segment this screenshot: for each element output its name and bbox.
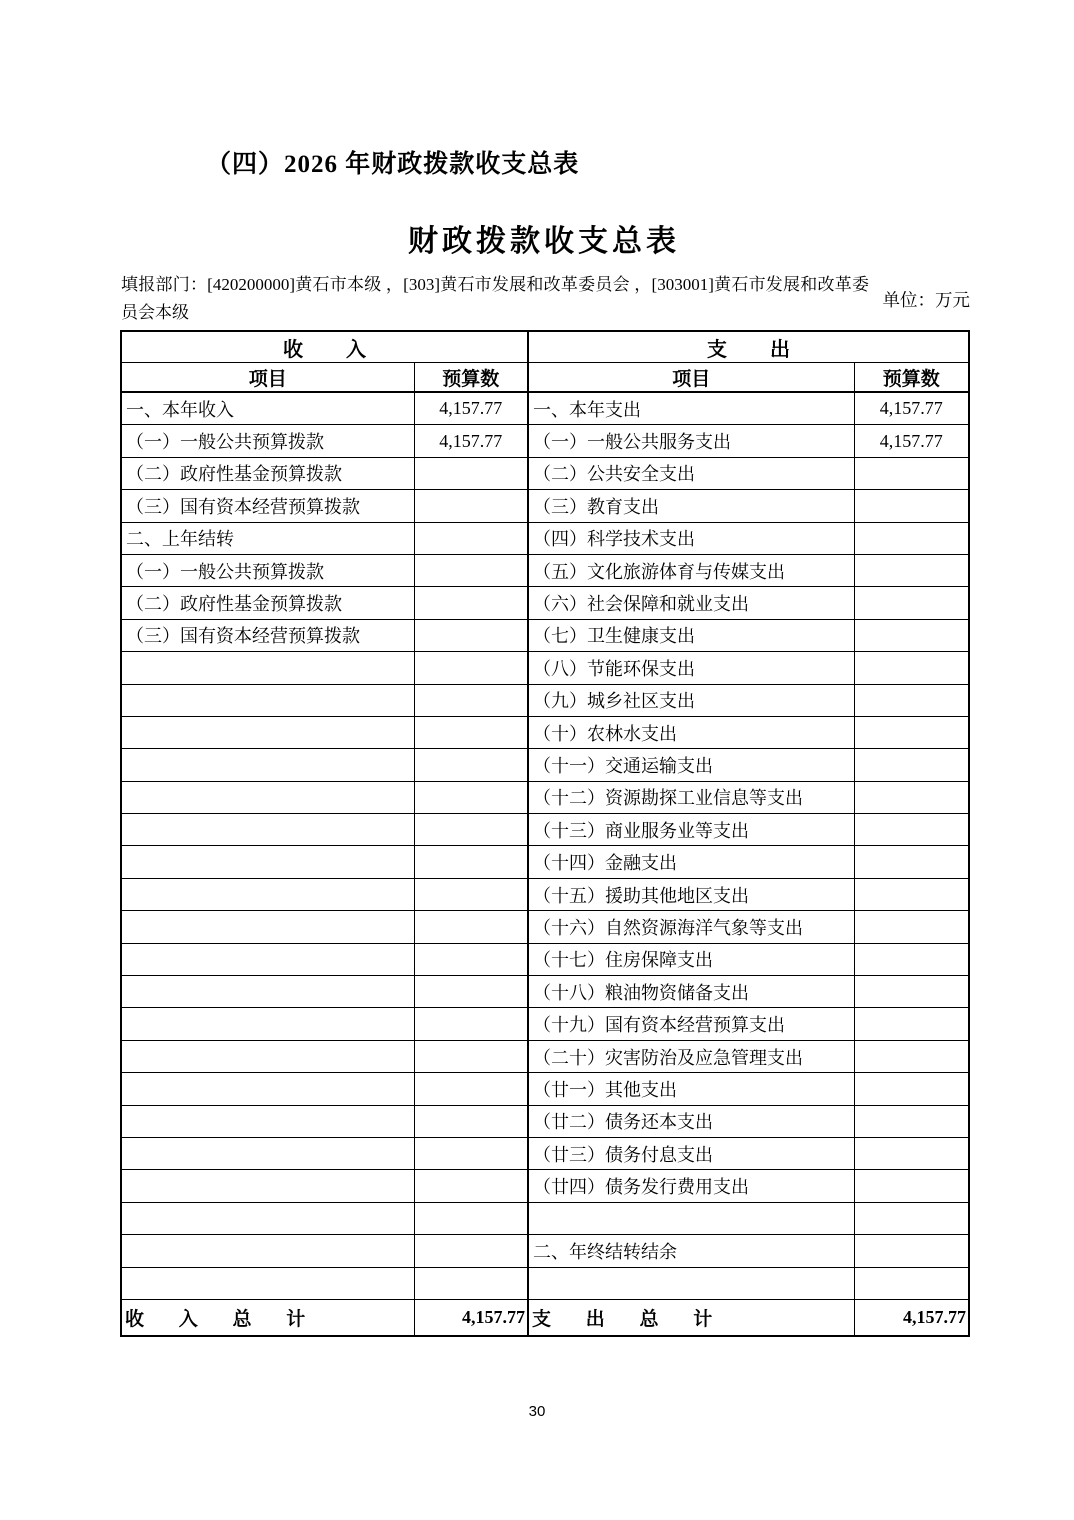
expense-item-cell: （十三）商业服务业等支出: [528, 814, 854, 846]
expense-total-label: 支 出 总 计: [528, 1299, 854, 1336]
income-item-cell: [121, 749, 414, 781]
page-number: 30: [528, 1403, 546, 1420]
expense-budget-cell: [854, 1137, 969, 1169]
budget-table: [120, 330, 970, 1337]
expense-item-cell: （四）科学技术支出: [528, 522, 854, 554]
income-budget-cell: [414, 911, 528, 943]
income-total-value: 4,157.77: [414, 1299, 528, 1336]
income-item-cell: （一）一般公共预算拨款: [121, 554, 414, 586]
unit-label: 单位：万元: [882, 289, 970, 310]
income-item-cell: [121, 1137, 414, 1169]
expense-budget-cell: [854, 1105, 969, 1137]
income-item-cell: [121, 976, 414, 1008]
income-budget-cell: [414, 781, 528, 813]
expense-budget-cell: 4,157.77: [854, 425, 969, 457]
income-item-cell: [121, 814, 414, 846]
table-row: [121, 1170, 969, 1202]
table-row: [121, 814, 969, 846]
table-row: [121, 587, 969, 619]
income-item-column-header: 项目: [121, 363, 414, 393]
income-budget-cell: [414, 1137, 528, 1169]
expense-budget-cell: [854, 716, 969, 748]
table-row: [121, 652, 969, 684]
expense-item-cell: （廿二）债务还本支出: [528, 1105, 854, 1137]
expense-item-cell: 二、年终结转结余: [528, 1235, 854, 1267]
table-row: [121, 490, 969, 522]
table-row: [121, 522, 969, 554]
income-item-cell: [121, 911, 414, 943]
expense-item-cell: （十二）资源勘探工业信息等支出: [528, 781, 854, 813]
income-item-cell: [121, 943, 414, 975]
income-item-cell: （三）国有资本经营预算拨款: [121, 490, 414, 522]
table-row: [121, 911, 969, 943]
income-budget-cell: [414, 1235, 528, 1267]
income-total-label: 收 入 总 计: [121, 1299, 414, 1336]
expense-budget-cell: [854, 781, 969, 813]
expense-item-cell: （十九）国有资本经营预算支出: [528, 1008, 854, 1040]
table-body: [121, 392, 969, 1299]
expense-item-cell: [528, 1267, 854, 1299]
expense-budget-cell: [854, 943, 969, 975]
table-row: [121, 1008, 969, 1040]
expense-item-column-header: 项目: [528, 363, 854, 393]
income-item-cell: [121, 684, 414, 716]
expense-item-cell: （十七）住房保障支出: [528, 943, 854, 975]
table-row: [121, 1137, 969, 1169]
section-heading: （四）2026 年财政拨款收支总表: [206, 151, 580, 178]
expense-item-cell: （十六）自然资源海洋气象等支出: [528, 911, 854, 943]
income-item-cell: [121, 716, 414, 748]
income-budget-cell: [414, 1170, 528, 1202]
income-budget-cell: [414, 1105, 528, 1137]
expense-item-cell: 一、本年支出: [528, 392, 854, 425]
income-budget-cell: [414, 619, 528, 651]
expense-item-cell: （廿三）债务付息支出: [528, 1137, 854, 1169]
income-item-cell: （三）国有资本经营预算拨款: [121, 619, 414, 651]
income-item-cell: [121, 846, 414, 878]
expense-item-cell: （廿四）债务发行费用支出: [528, 1170, 854, 1202]
expense-item-cell: （廿一）其他支出: [528, 1073, 854, 1105]
expense-budget-column-header: 预算数: [854, 363, 969, 393]
total-row: [121, 1299, 969, 1336]
expense-item-cell: （十）农林水支出: [528, 716, 854, 748]
income-budget-cell: [414, 976, 528, 1008]
table-title: 财政拨款收支总表: [408, 225, 680, 258]
income-budget-column-header: 预算数: [414, 363, 528, 393]
income-item-cell: 二、上年结转: [121, 522, 414, 554]
expense-budget-cell: [854, 457, 969, 489]
table-row: [121, 749, 969, 781]
table-row: [121, 392, 969, 425]
income-budget-cell: 4,157.77: [414, 392, 528, 425]
expense-item-cell: （十四）金融支出: [528, 846, 854, 878]
table-row: [121, 846, 969, 878]
table-row: [121, 716, 969, 748]
income-budget-cell: [414, 1202, 528, 1234]
income-budget-cell: [414, 1040, 528, 1072]
expense-budget-cell: [854, 684, 969, 716]
table-row: [121, 1202, 969, 1234]
income-item-cell: [121, 1267, 414, 1299]
table-row: [121, 457, 969, 489]
expense-budget-cell: [854, 1040, 969, 1072]
table-row: [121, 1073, 969, 1105]
income-item-cell: （一）一般公共预算拨款: [121, 425, 414, 457]
income-item-cell: [121, 1040, 414, 1072]
table-row: [121, 943, 969, 975]
expense-budget-cell: [854, 1073, 969, 1105]
income-budget-cell: [414, 490, 528, 522]
income-section-header: 收 入: [121, 331, 528, 363]
expense-budget-cell: [854, 522, 969, 554]
table-row: [121, 976, 969, 1008]
income-item-cell: [121, 1008, 414, 1040]
expense-budget-cell: [854, 490, 969, 522]
expense-budget-cell: [854, 619, 969, 651]
expense-total-value: 4,157.77: [854, 1299, 969, 1336]
expense-item-cell: （五）文化旅游体育与传媒支出: [528, 554, 854, 586]
table-row: [121, 878, 969, 910]
income-budget-cell: [414, 1008, 528, 1040]
income-budget-cell: 4,157.77: [414, 425, 528, 457]
expense-item-cell: （二）公共安全支出: [528, 457, 854, 489]
expense-item-cell: [528, 1202, 854, 1234]
expense-budget-cell: [854, 749, 969, 781]
expense-budget-cell: [854, 554, 969, 586]
expense-item-cell: （七）卫生健康支出: [528, 619, 854, 651]
income-budget-cell: [414, 522, 528, 554]
income-budget-cell: [414, 457, 528, 489]
income-budget-cell: [414, 716, 528, 748]
income-item-cell: [121, 781, 414, 813]
table-row: [121, 1267, 969, 1299]
income-item-cell: [121, 1235, 414, 1267]
income-budget-cell: [414, 1267, 528, 1299]
expense-item-cell: （九）城乡社区支出: [528, 684, 854, 716]
income-item-cell: [121, 1202, 414, 1234]
expense-item-cell: （八）节能环保支出: [528, 652, 854, 684]
expense-budget-cell: [854, 878, 969, 910]
expense-item-cell: （三）教育支出: [528, 490, 854, 522]
expense-budget-cell: [854, 814, 969, 846]
income-item-cell: [121, 1170, 414, 1202]
income-budget-cell: [414, 814, 528, 846]
income-item-cell: [121, 652, 414, 684]
table-row: [121, 1040, 969, 1072]
income-item-cell: [121, 878, 414, 910]
expense-item-cell: （一）一般公共服务支出: [528, 425, 854, 457]
expense-budget-cell: [854, 1267, 969, 1299]
expense-budget-cell: [854, 1170, 969, 1202]
meta-row: [121, 271, 970, 327]
income-item-cell: 一、本年收入: [121, 392, 414, 425]
expense-budget-cell: [854, 1202, 969, 1234]
expenditure-section-header: 支 出: [528, 331, 969, 363]
expense-item-cell: （十八）粮油物资储备支出: [528, 976, 854, 1008]
expense-item-cell: （十五）援助其他地区支出: [528, 878, 854, 910]
expense-budget-cell: [854, 587, 969, 619]
income-budget-cell: [414, 943, 528, 975]
income-item-cell: （二）政府性基金预算拨款: [121, 587, 414, 619]
section-header-row: [121, 331, 969, 363]
expense-budget-cell: [854, 1235, 969, 1267]
income-budget-cell: [414, 554, 528, 586]
table-row: [121, 425, 969, 457]
table-row: [121, 781, 969, 813]
table-row: [121, 554, 969, 586]
expense-budget-cell: [854, 652, 969, 684]
income-item-cell: （二）政府性基金预算拨款: [121, 457, 414, 489]
expense-budget-cell: [854, 976, 969, 1008]
income-budget-cell: [414, 684, 528, 716]
income-item-cell: [121, 1073, 414, 1105]
expense-budget-cell: [854, 846, 969, 878]
income-budget-cell: [414, 652, 528, 684]
expense-item-cell: （二十）灾害防治及应急管理支出: [528, 1040, 854, 1072]
table-row: [121, 1105, 969, 1137]
income-item-cell: [121, 1105, 414, 1137]
expense-budget-cell: 4,157.77: [854, 392, 969, 425]
expense-item-cell: （十一）交通运输支出: [528, 749, 854, 781]
table-row: [121, 684, 969, 716]
filing-department-line: 填报部门：[420200000]黄石市本级 ，[303]黄石市发展和改革委员会 ，[303001]黄石市发展和改革委员会本级: [121, 275, 869, 322]
income-budget-cell: [414, 749, 528, 781]
expense-budget-cell: [854, 1008, 969, 1040]
income-budget-cell: [414, 587, 528, 619]
income-budget-cell: [414, 878, 528, 910]
column-header-row: [121, 363, 969, 393]
income-budget-cell: [414, 1073, 528, 1105]
income-budget-cell: [414, 846, 528, 878]
expense-item-cell: （六）社会保障和就业支出: [528, 587, 854, 619]
table-row: [121, 619, 969, 651]
expense-budget-cell: [854, 911, 969, 943]
table-row: [121, 1235, 969, 1267]
